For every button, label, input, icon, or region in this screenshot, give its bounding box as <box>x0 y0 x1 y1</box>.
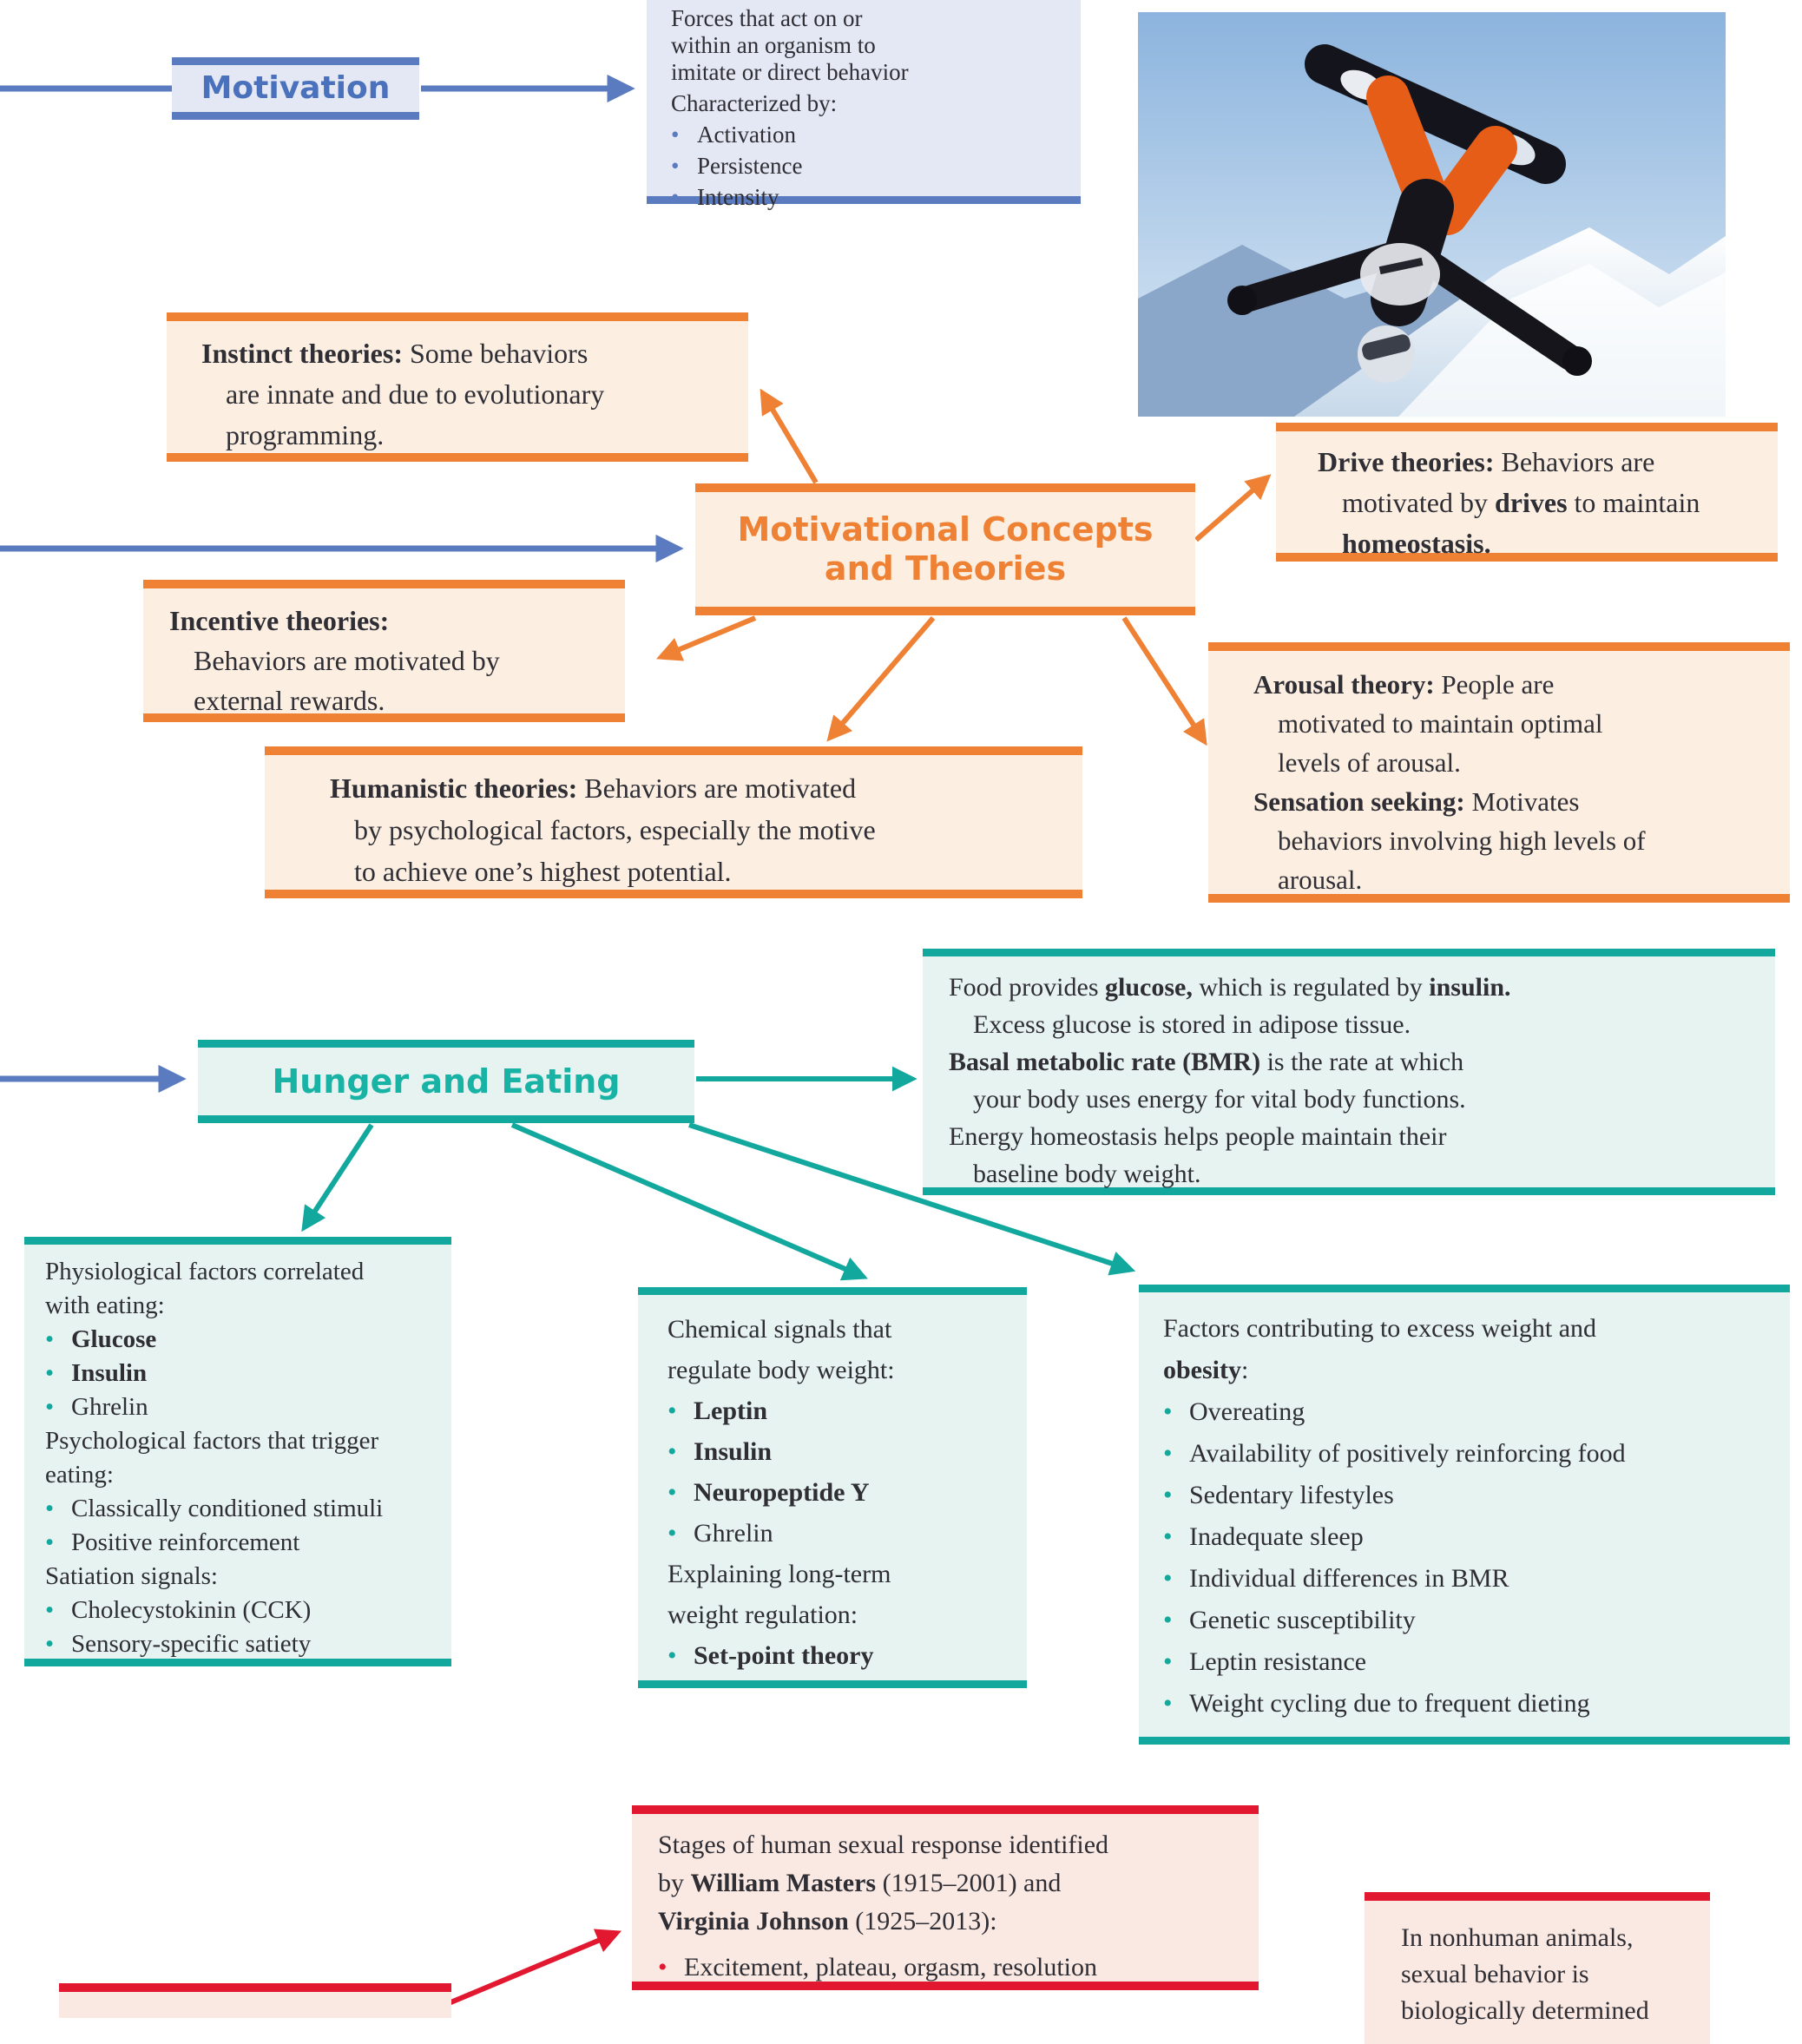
hunger-and-eating-node <box>198 1040 694 1123</box>
text-line: Physiological factors correlated <box>45 1258 365 1285</box>
snowboarder-photo <box>1138 12 1726 417</box>
text-line: • Genetic susceptibility <box>1163 1600 1790 1641</box>
text-line: • Availability of positively reinforcing food <box>1163 1433 1790 1475</box>
text-line: • Activation <box>671 122 796 148</box>
metabolism-node <box>923 949 1775 1195</box>
bullet-dot: • <box>1163 1397 1173 1426</box>
hunger-and-eating-label: Hunger and Eating <box>272 1061 621 1101</box>
text-line: • Excitement, plateau, orgasm, resolution <box>658 1949 1259 1987</box>
text-line: • Inadequate sleep <box>1163 1516 1790 1558</box>
text-line: to achieve one’s highest potential. <box>354 856 732 887</box>
text-line: Drive theories: Behaviors are <box>1318 446 1655 477</box>
bullet-dot: • <box>45 1359 55 1387</box>
text-line: your body uses energy for vital body functions. <box>973 1085 1466 1114</box>
text-line: baseline body weight. <box>973 1160 1201 1188</box>
drive-theories-node <box>1276 423 1778 562</box>
text-line: within an organism to <box>671 32 876 58</box>
text-line: • Set-point theory <box>668 1635 1027 1676</box>
motivational-concepts-line2: and Theories <box>824 549 1067 588</box>
text-line: weight regulation: <box>668 1600 858 1629</box>
text-line: Characterized by: <box>671 90 838 116</box>
text-line: • Leptin resistance <box>1163 1641 1790 1683</box>
bullet-dot: • <box>1163 1522 1173 1551</box>
bullet-dot: • <box>671 122 680 148</box>
text-line: In nonhuman animals, <box>1401 1923 1634 1952</box>
instinct-theories-node <box>167 312 748 462</box>
arrow-mct-to-humanistic <box>832 618 933 736</box>
text-line: with eating: <box>45 1291 165 1319</box>
arousal-theory-node <box>1208 642 1790 903</box>
arrow-hunger-to-physiological <box>306 1125 372 1226</box>
arrow-sexual-to-stages <box>432 1934 615 2010</box>
text-line: Factors contributing to excess weight and <box>1163 1314 1597 1343</box>
sexual-behavior-node <box>59 1983 451 2018</box>
text-line: Instinct theories: Some behaviors <box>201 338 589 369</box>
text-line: Forces that act on or <box>671 5 863 31</box>
motivation-definition-node <box>647 0 1081 210</box>
text-line: • Ghrelin <box>668 1513 1027 1554</box>
text-line: sexual behavior is <box>1401 1960 1589 1988</box>
text-line: motivated to maintain optimal <box>1278 708 1603 739</box>
arrow-mct-to-instinct <box>764 395 816 483</box>
bullet-dot: • <box>1163 1647 1173 1676</box>
text-line: Virginia Johnson (1925–2013): <box>658 1907 997 1936</box>
bullet-dot: • <box>45 1630 55 1658</box>
text-line: • Leptin <box>668 1390 1027 1431</box>
text-line: • Cholecystokinin (CCK) <box>45 1594 451 1627</box>
text-line: Arousal theory: People are <box>1253 669 1555 700</box>
text-line: regulate body weight: <box>668 1356 895 1384</box>
bullet-dot: • <box>668 1478 677 1507</box>
text-line: Psychological factors that trigger <box>45 1427 379 1455</box>
text-line: Energy homeostasis helps people maintain their <box>949 1122 1447 1151</box>
motivation-node <box>172 57 419 120</box>
text-line: • Insulin <box>668 1431 1027 1472</box>
text-line: behaviors involving high levels of <box>1278 825 1646 856</box>
bullet-dot: • <box>45 1528 55 1556</box>
text-line: motivated by drives to maintain <box>1342 487 1700 518</box>
text-line: • Insulin <box>45 1357 451 1390</box>
text-line: Stages of human sexual response identified <box>658 1830 1109 1859</box>
text-line: obesity: <box>1163 1356 1249 1384</box>
arrow-hunger-to-chemical <box>512 1125 861 1276</box>
text-line: • Positive reinforcement <box>45 1526 451 1560</box>
motivational-concepts-line1: Motivational Concepts <box>737 510 1154 549</box>
text-line: levels of arousal. <box>1278 747 1461 778</box>
motivation-label: Motivation <box>201 69 391 106</box>
bullet-dot: • <box>1163 1439 1173 1468</box>
bullet-dot: • <box>45 1393 55 1421</box>
snowboarder-photo-art <box>1138 12 1726 417</box>
text-line: by William Masters (1915–2001) and <box>658 1869 1062 1897</box>
text-line: • Ghrelin <box>45 1390 451 1424</box>
chemical-signals-node <box>638 1287 1027 1688</box>
arrow-mct-to-incentive <box>663 618 755 656</box>
bullet-dot: • <box>1163 1564 1173 1593</box>
text-line: Explaining long-term <box>668 1560 891 1588</box>
text-line: • Individual differences in BMR <box>1163 1558 1790 1600</box>
bullet-dot: • <box>668 1519 677 1548</box>
text-line: programming. <box>226 419 385 450</box>
bullet-dot: • <box>1163 1606 1173 1634</box>
arrow-mct-to-drive <box>1196 479 1266 540</box>
text-line: • Neuropeptide Y <box>668 1472 1027 1513</box>
bullet-dot: • <box>671 153 680 179</box>
text-line: by psychological factors, especially the motive <box>354 814 876 845</box>
text-line: • Intensity <box>671 184 779 210</box>
text-line: Chemical signals that <box>668 1315 892 1344</box>
humanistic-theories-node <box>265 746 1082 898</box>
bullet-dot: • <box>658 1953 668 1982</box>
text-line: Humanistic theories: Behaviors are motivated <box>330 772 857 804</box>
bullet-dot: • <box>45 1325 55 1353</box>
incentive-theories-node <box>143 580 625 722</box>
text-line: • Weight cycling due to frequent dieting <box>1163 1683 1790 1725</box>
text-line: • Classically conditioned stimuli <box>45 1492 451 1526</box>
text-line: Excess glucose is stored in adipose tissue. <box>973 1010 1411 1039</box>
physiological-factors-node <box>24 1237 451 1666</box>
text-line: Food provides glucose, which is regulated by insulin. <box>949 973 1511 1002</box>
text-line: • Persistence <box>671 153 803 179</box>
text-line: • Sensory-specific satiety <box>45 1627 451 1661</box>
bullet-dot: • <box>671 184 680 210</box>
text-line: biologically determined <box>1401 1996 1649 2025</box>
bullet-dot: • <box>668 1641 677 1670</box>
bullet-dot: • <box>668 1437 677 1466</box>
bullet-dot: • <box>668 1397 677 1425</box>
text-line: Sensation seeking: Motivates <box>1253 786 1580 817</box>
text-line: • Sedentary lifestyles <box>1163 1475 1790 1516</box>
sexual-response-stages-node <box>632 1805 1259 1990</box>
text-line: • Glucose <box>45 1323 451 1357</box>
bullet-dot: • <box>1163 1481 1173 1509</box>
text-line: are innate and due to evolutionary <box>226 378 605 410</box>
text-line: imitate or direct behavior <box>671 59 909 85</box>
text-line: Incentive theories: <box>169 605 390 636</box>
text-line: Basal metabolic rate (BMR) is the rate at which <box>949 1048 1464 1076</box>
text-line: arousal. <box>1278 864 1363 895</box>
bullet-dot: • <box>1163 1689 1173 1718</box>
arrow-mct-to-arousal <box>1124 618 1203 739</box>
text-line: homeostasis. <box>1342 528 1491 559</box>
nonhuman-animals-node <box>1365 1892 1710 2044</box>
motivational-concepts-label <box>737 510 1153 588</box>
text-line: Behaviors are motivated by <box>194 645 500 676</box>
obesity-factors-node <box>1139 1285 1790 1745</box>
text-line: external rewards. <box>194 685 385 716</box>
bullet-dot: • <box>45 1495 55 1522</box>
text-line: Satiation signals: <box>45 1562 218 1590</box>
text-line: • Overeating <box>1163 1391 1790 1433</box>
motivational-concepts-node <box>695 483 1195 615</box>
bullet-dot: • <box>45 1596 55 1624</box>
text-line: eating: <box>45 1461 114 1489</box>
